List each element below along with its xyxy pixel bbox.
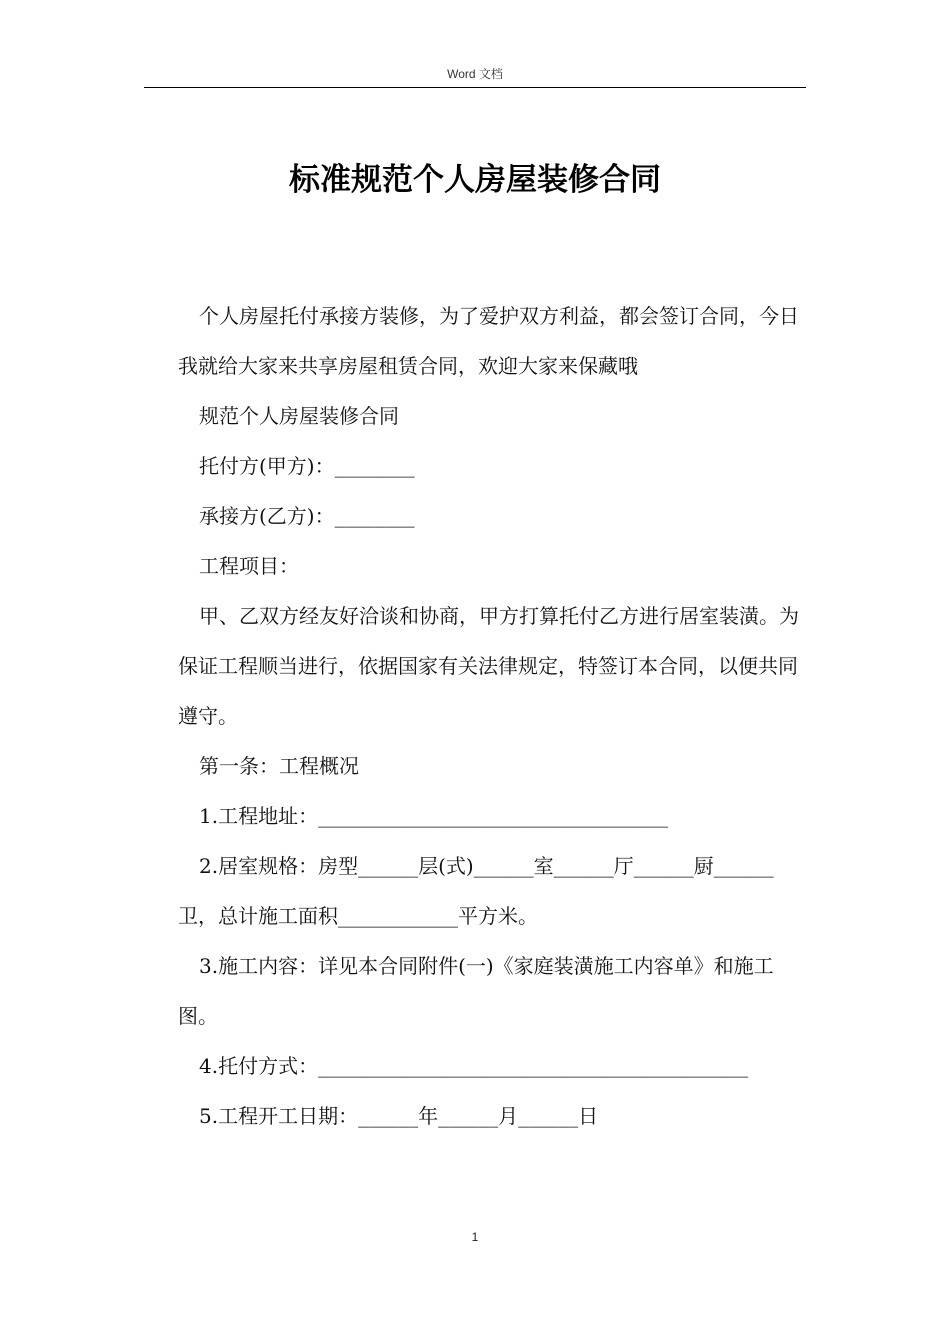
article-one-heading: 第一条：工程概况 (199, 754, 359, 778)
party-a-line: 托付方(甲方)：________ (199, 454, 415, 478)
project-line: 工程项目： (199, 554, 299, 578)
page-number: 1 (471, 1230, 479, 1244)
clause-address: 1.工程地址：___________________________________ (199, 804, 669, 828)
page-header: Word 文档 (447, 67, 503, 81)
contract-subtitle: 规范个人房屋装修合同 (199, 404, 399, 428)
clause-construction-content: 3.施工内容：详见本合同附件(一)《家庭装潢施工内容单》和施工图。 (178, 954, 774, 1028)
clause-delegation-method: 4.托付方式：___________________________________________ (199, 1054, 749, 1078)
document-title: 标准规范个人房屋装修合同 (289, 162, 661, 198)
clause-start-date: 5.工程开工日期：______年______月______日 (199, 1104, 599, 1128)
agreement-paragraph: 甲、乙双方经友好洽谈和协商，甲方打算托付乙方进行居室装潢。为保证工程顺当进行，依据国家有关法律规定，特签订本合同，以便共同遵守。 (178, 604, 799, 728)
intro-paragraph: 个人房屋托付承接方装修，为了爱护双方利益，都会签订合同，今日我就给大家来共享房屋租赁合同，欢迎大家来保藏哦 (178, 304, 799, 378)
clause-room-spec: 2.居室规格：房型______层(式)______室______厅______厨______卫，总计施工面积____________平方米。 (178, 854, 774, 928)
header-divider (144, 87, 806, 88)
party-b-line: 承接方(乙方)：________ (199, 504, 415, 528)
document-body (178, 291, 810, 1141)
